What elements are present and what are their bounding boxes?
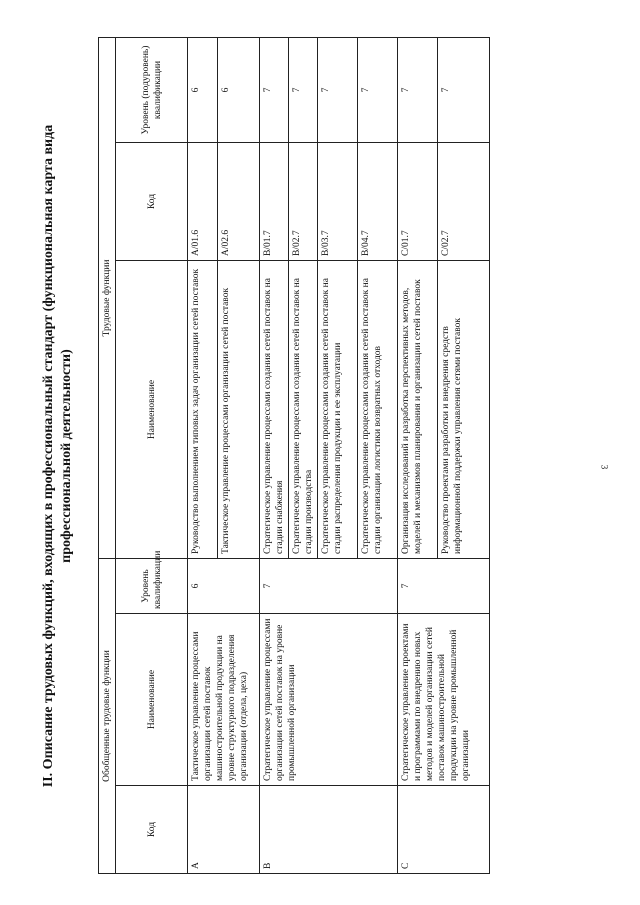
heading-line-1: II. Описание трудовых функций, входящих в профессиональный стандарт (функциональная карта вида: [41, 124, 56, 788]
func-level: 7: [438, 37, 490, 142]
col-qual-level: Уровень квалификации: [116, 559, 188, 614]
gen-code: C: [398, 786, 490, 874]
func-name: Стратегическое управление процессами создания сетей поставок на стадии снабжения: [260, 261, 289, 559]
func-name: Стратегическое управление процессами создания сетей поставок на стадии организации логистики возвратных отходов: [358, 261, 398, 559]
gen-name: Тактическое управление процессами организации сетей поставок машиностроительной продукции на уровне структурного подразделения организации (отдела, цеха): [188, 614, 260, 786]
func-name: Стратегическое управление процессами создания сетей поставок на стадии распределения продукции и ее эксплуатации: [318, 261, 358, 559]
func-level: 6: [188, 37, 218, 142]
col-function-code: Код: [116, 143, 188, 261]
table-row: [188, 37, 218, 873]
func-level: 7: [289, 37, 318, 142]
func-code: B/04.7: [358, 143, 398, 261]
func-level: 7: [358, 37, 398, 142]
func-name: Руководство проектами разработки и внедрения средств информационной поддержки управления сетями поставок: [438, 261, 490, 559]
func-code: B/03.7: [318, 143, 358, 261]
rotated-page: [40, 38, 580, 874]
func-level: 7: [398, 37, 438, 142]
functional-map-table: [98, 37, 490, 874]
func-code: A/02.6: [218, 143, 260, 261]
labor-functions-header: Трудовые функции: [99, 37, 116, 558]
gen-level: 6: [188, 559, 260, 614]
func-level: 7: [318, 37, 358, 142]
func-level: 6: [218, 37, 260, 142]
func-name: Стратегическое управление процессами создания сетей поставок на стадии производства: [289, 261, 318, 559]
gen-level: 7: [260, 559, 398, 614]
func-name: Тактическое управление процессами организации сетей поставок: [218, 261, 260, 559]
page-number: 3: [599, 464, 610, 470]
func-name: Организация исследований и разработка перспективных методов, моделей и механизмов планирования и организации сетей поставок: [398, 261, 438, 559]
func-code: B/01.7: [260, 143, 289, 261]
func-level: 7: [260, 37, 289, 142]
col-name: Наименование: [116, 614, 188, 786]
func-code: C/01.7: [398, 143, 438, 261]
gen-code: B: [260, 786, 398, 874]
func-code: B/02.7: [289, 143, 318, 261]
heading-line-2: профессиональной деятельности): [59, 349, 74, 563]
section-heading: [40, 38, 76, 874]
table-row: [260, 37, 289, 873]
col-code: Код: [116, 786, 188, 874]
func-code: A/01.6: [188, 143, 218, 261]
gen-code: A: [188, 786, 260, 874]
gen-name: Стратегическое управление проектами и программами по внедрению новых методов и моделей организации сетей поставок машиностроительной продукции на уровне промышленной организации: [398, 614, 490, 786]
col-sub-level: Уровень (подуровень) квалификации: [116, 37, 188, 142]
col-function-name: Наименование: [116, 261, 188, 559]
generalized-functions-header: Обобщенные трудовые функции: [99, 559, 116, 874]
gen-level: 7: [398, 559, 490, 614]
table-row: [398, 37, 438, 873]
func-name: Руководство выполнением типовых задач организации сетей поставок: [188, 261, 218, 559]
gen-name: Стратегическое управление процессами организации сетей поставок на уровне промышленной организации: [260, 614, 398, 786]
func-code: C/02.7: [438, 143, 490, 261]
